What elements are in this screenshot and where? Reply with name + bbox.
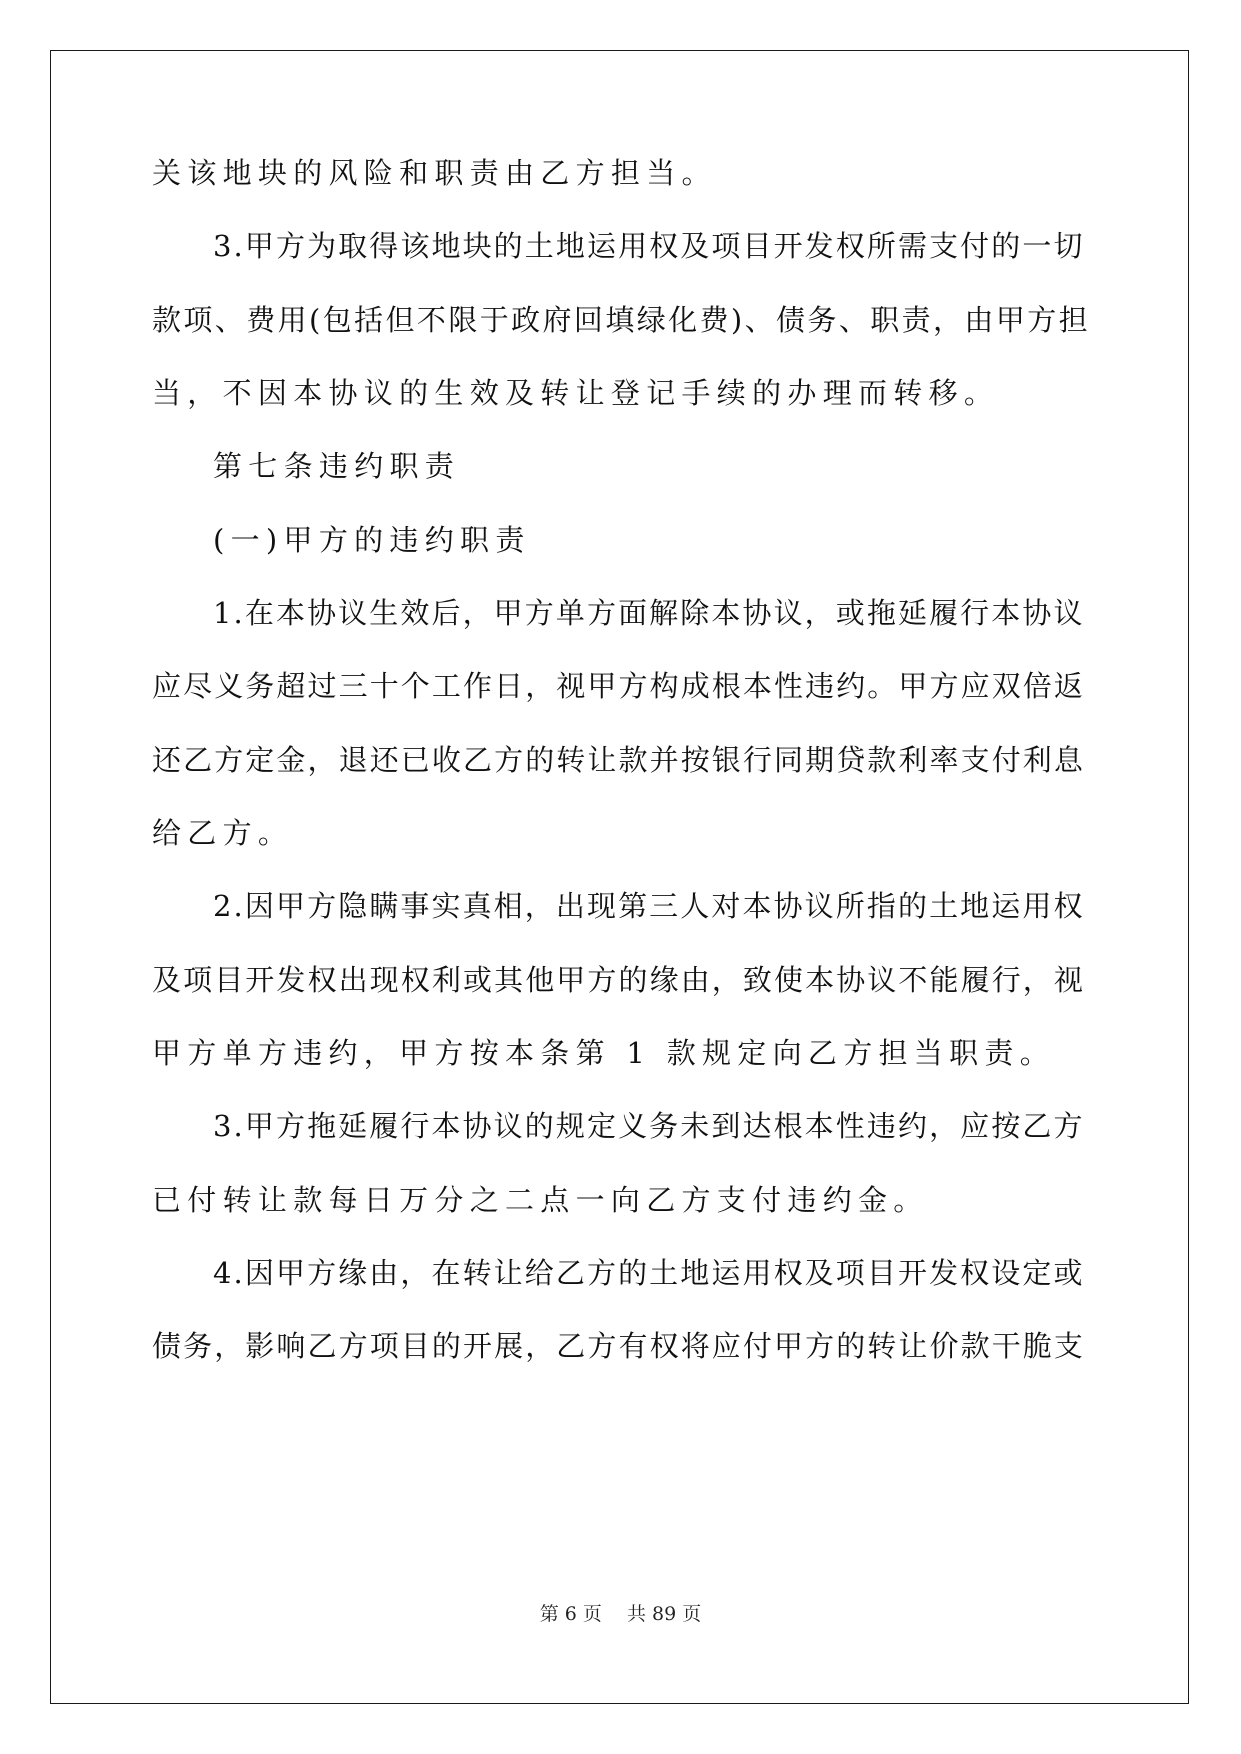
text-line-11: 2.因甲方隐瞒事实真相，出现第三人对本协议所指的土地运用权 <box>213 889 1085 923</box>
text-line-10: 给乙方。 <box>152 816 294 850</box>
page-border <box>50 50 1189 1704</box>
text-line-7: 1.在本协议生效后，甲方单方面解除本协议，或拖延履行本协议 <box>213 596 1085 630</box>
text-line-9: 还乙方定金，退还已收乙方的转让款并按银行同期贷款利率支付利息 <box>152 743 1086 777</box>
text-line-12: 及项目开发权出现权利或其他甲方的缘由，致使本协议不能履行，视 <box>152 963 1086 997</box>
subsection-heading: (一)甲方的违约职责 <box>213 523 531 557</box>
page-number-footer: 第 6 页 共 89 页 <box>539 1603 702 1625</box>
text-line-8: 应尽义务超过三十个工作日，视甲方构成根本性违约。甲方应双倍返 <box>152 669 1086 703</box>
text-line-14: 3.甲方拖延履行本协议的规定义务未到达根本性违约，应按乙方 <box>213 1109 1085 1143</box>
text-line-13: 甲方单方违约，甲方按本条第 1 款规定向乙方担当职责。 <box>152 1036 1055 1070</box>
section-heading: 第七条违约职责 <box>213 449 461 483</box>
text-line-3: 款项、费用(包括但不限于政府回填绿化费)、债务、职责，由甲方担 <box>152 303 1091 337</box>
text-line-16: 4.因甲方缘由，在转让给乙方的土地运用权及项目开发权设定或 <box>213 1256 1085 1290</box>
text-line-17: 债务，影响乙方项目的开展，乙方有权将应付甲方的转让价款干脆支 <box>152 1329 1086 1363</box>
text-line-15: 已付转让款每日万分之二点一向乙方支付违约金。 <box>152 1183 929 1217</box>
text-line-1: 关该地块的风险和职责由乙方担当。 <box>152 156 717 190</box>
text-line-2: 3.甲方为取得该地块的土地运用权及项目开发权所需支付的一切 <box>213 229 1085 263</box>
text-line-4: 当，不因本协议的生效及转让登记手续的办理而转移。 <box>152 376 1000 410</box>
